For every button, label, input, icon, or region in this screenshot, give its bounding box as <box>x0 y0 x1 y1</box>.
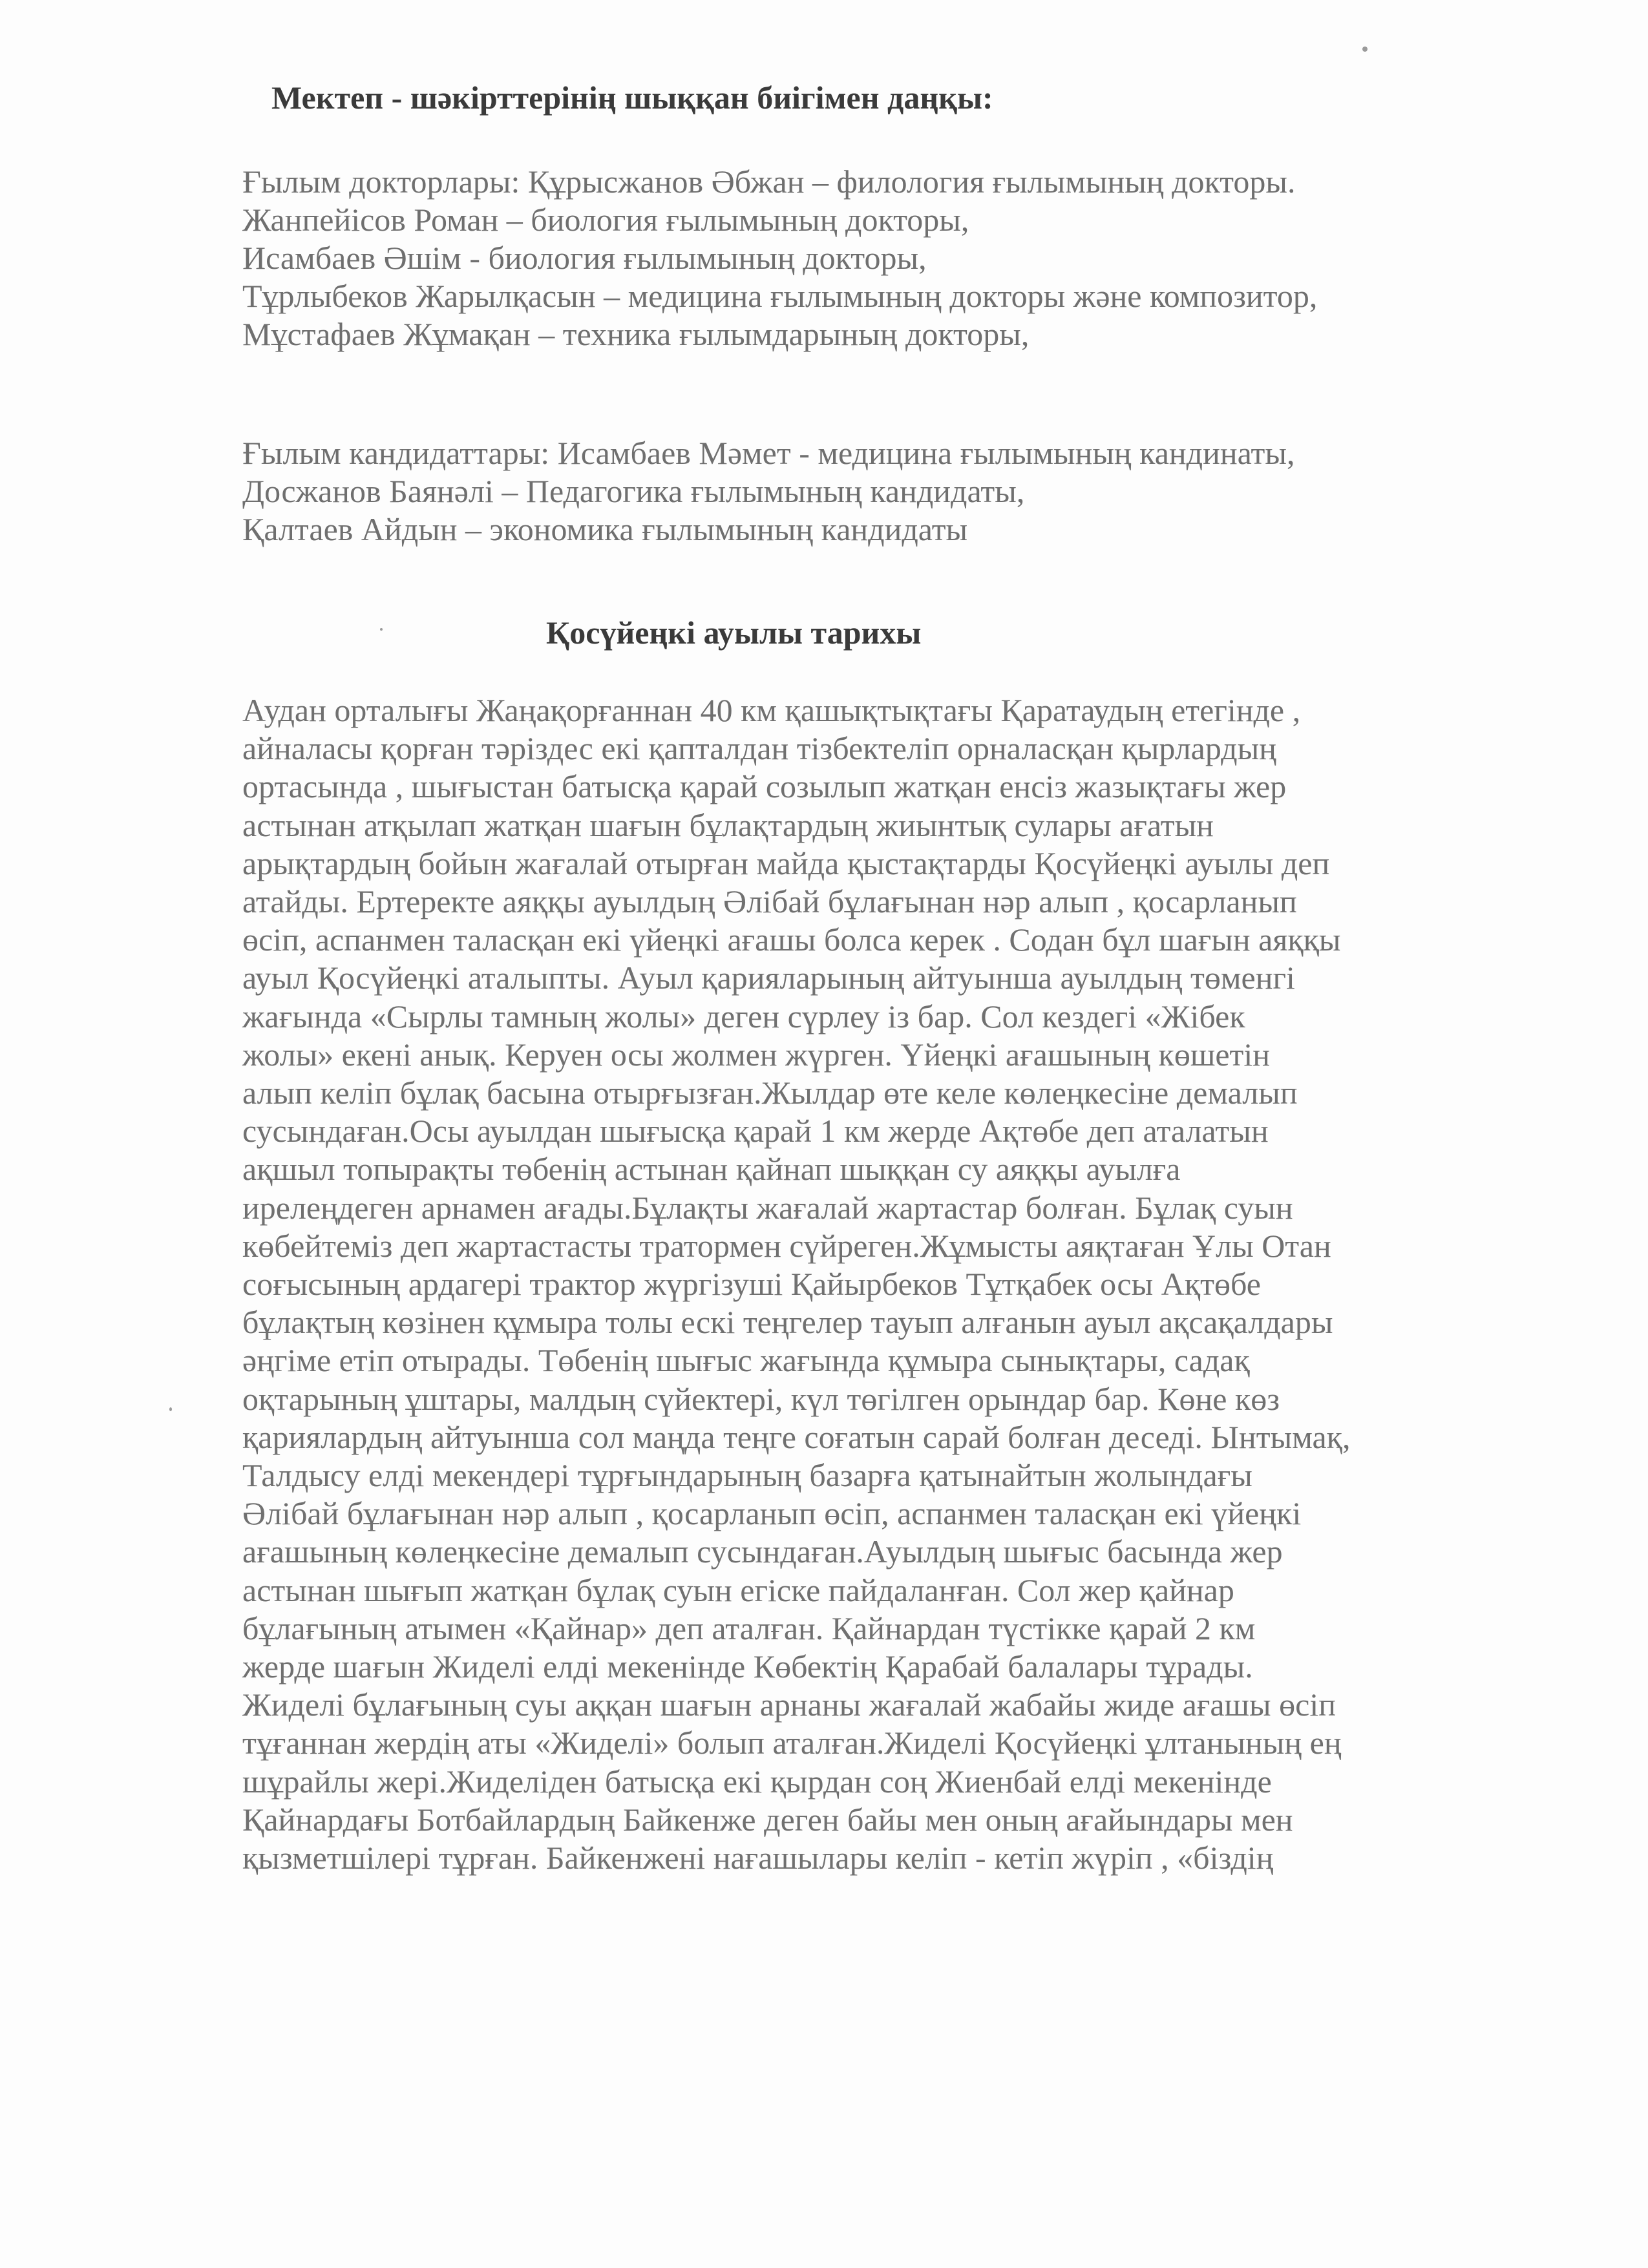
history-line: ирелеңдеген арнамен ағады.Бұлақты жағалай жартастар болған. Бұлақ суын <box>242 1189 1293 1226</box>
history-line: көбейтеміз деп жартастасты тратормен сүйреген.Жұмысты аяқтаған Ұлы Отан <box>242 1227 1331 1264</box>
history-line: Қайнардағы Ботбайлардың Байкенже деген байы мен оның ағайындары мен <box>242 1801 1293 1838</box>
history-text <box>242 691 1535 1877</box>
candidates-list <box>242 434 1535 549</box>
doctors-line: Исамбаев Әшім - биология ғылымының докторы, <box>242 240 927 276</box>
history-line: айналасы қорған тәріздес екі қапталдан тізбектеліп орналасқан қырлардың <box>242 730 1276 767</box>
history-line: алып келіп бұлақ басына отырғызған.Жылдар өте келе көлеңкесіне демалып <box>242 1075 1298 1111</box>
history-line: арықтардың бойын жағалай отырған майда қыстақтарды Қосүйеңкі ауылы деп <box>242 845 1330 881</box>
history-line: ортасында , шығыстан батысқа қарай созылып жатқан енсіз жазықтағы жер <box>242 768 1287 805</box>
history-line: бұлақтың көзінен құмыра толы ескі теңгелер тауып алғанын ауыл ақсақалдары <box>242 1304 1333 1341</box>
doctors-list <box>242 163 1535 353</box>
candidates-line: Қалтаев Айдын – экономика ғылымының кандидаты <box>242 511 968 547</box>
students-heading: Мектеп - шәкірттерінің шыққан биігімен даңқы: <box>271 79 993 116</box>
scan-speck <box>1362 47 1368 52</box>
history-line: атайды. Ертеректе аяққы ауылдың Әлібай бұлағынан нәр алып , қосарланып <box>242 883 1297 920</box>
candidates-line: Досжанов Баянәлі – Педагогика ғылымының кандидаты, <box>242 473 1025 509</box>
scan-speck <box>380 628 383 631</box>
history-line: астынан шығып жатқан бұлақ суын егіске пайдаланған. Сол жер қайнар <box>242 1571 1234 1608</box>
history-line: тұғаннан жердің аты «Жиделі» болып аталған.Жиделі Қосүйеңкі ұлтанының ең <box>242 1725 1342 1761</box>
doctors-line: Ғылым докторлары: Құрысжанов Әбжан – филология ғылымының докторы. <box>242 163 1296 200</box>
history-line: сусындаған.Осы ауылдан шығысқа қарай 1 км жерде Ақтөбе деп аталатын <box>242 1113 1269 1150</box>
history-line: жағында «Сырлы тамның жолы» деген сүрлеу із бар. Сол кездегі «Жібек <box>242 998 1245 1034</box>
history-line: соғысының ардагері трактор жүргізуші Қайырбеков Тұтқабек осы Ақтөбе <box>242 1266 1261 1303</box>
history-line: жолы» екені анық. Керуен осы жолмен жүрген. Үйеңкі ағашының көшетін <box>242 1036 1271 1073</box>
history-line: Аудан орталығы Жаңақорғаннан 40 км қашықтықтағы Қаратаудың етегінде , <box>242 692 1301 728</box>
history-line: ауыл Қосүйеңкі аталыпты. Ауыл қарияларының айтуынша ауылдың төменгі <box>242 960 1295 996</box>
candidates-line: Ғылым кандидаттары: Исамбаев Мәмет - медицина ғылымының кандинаты, <box>242 435 1295 471</box>
doctors-line: Тұрлыбеков Жарылқасын – медицина ғылымының докторы және композитор, <box>242 278 1318 314</box>
history-line: бұлағының атымен «Қайнар» деп аталған. Қайнардан түстікке қарай 2 км <box>242 1610 1256 1646</box>
history-line: Талдысу елді мекендері тұрғындарының базарға қатынайтын жолындағы <box>242 1457 1252 1494</box>
doctors-line: Мұстафаев Жұмақан – техника ғылымдарының докторы, <box>242 316 1030 352</box>
history-line: Әлібай бұлағынан нәр алып , қосарланып өсіп, аспанмен таласқан екі үйеңкі <box>242 1495 1302 1532</box>
history-line: ақшыл топырақты төбенің астынан қайнап шыққан су аяққы ауылға <box>242 1151 1181 1188</box>
history-line: Жиделі бұлағының суы аққан шағын арнаны жағалай жабайы жиде ағашы өсіп <box>242 1686 1336 1723</box>
history-line: жерде шағын Жиделі елді мекенінде Көбектің Қарабай балалары тұрады. <box>242 1648 1253 1685</box>
history-line: астынан атқылап жатқан шағын бұлақтардың жиынтық сулары ағатын <box>242 806 1214 843</box>
history-line: оқтарының ұштары, малдың сүйектері, күл төгілген орындар бар. Көне көз <box>242 1380 1280 1417</box>
history-line: шұрайлы жері.Жиделіден батысқа екі қырдан соң Жиенбай елді мекенінде <box>242 1763 1272 1800</box>
history-line: қызметшілері тұрған. Байкенжені нағашылары келіп - кетіп жүріп , «біздің <box>242 1840 1274 1876</box>
scan-speck <box>169 1407 172 1411</box>
history-line: ағашының көлеңкесіне демалып сусындаған.Ауылдың шығыс басында жер <box>242 1533 1283 1570</box>
history-heading: Қосүйеңкі ауылы тарихы <box>546 614 922 651</box>
history-line: әңгіме етіп отырады. Төбенің шығыс жағында құмыра сынықтары, садақ <box>242 1342 1250 1379</box>
doctors-line: Жанпейісов Роман – биология ғылымының докторы, <box>242 202 969 238</box>
history-line: қариялардың айтуынша сол маңда теңге соғатын сарай болған деседі. Ынтымақ, <box>242 1418 1351 1455</box>
history-line: өсіп, аспанмен таласқан екі үйеңкі ағашы болса керек . Содан бұл шағын аяққы <box>242 921 1341 958</box>
